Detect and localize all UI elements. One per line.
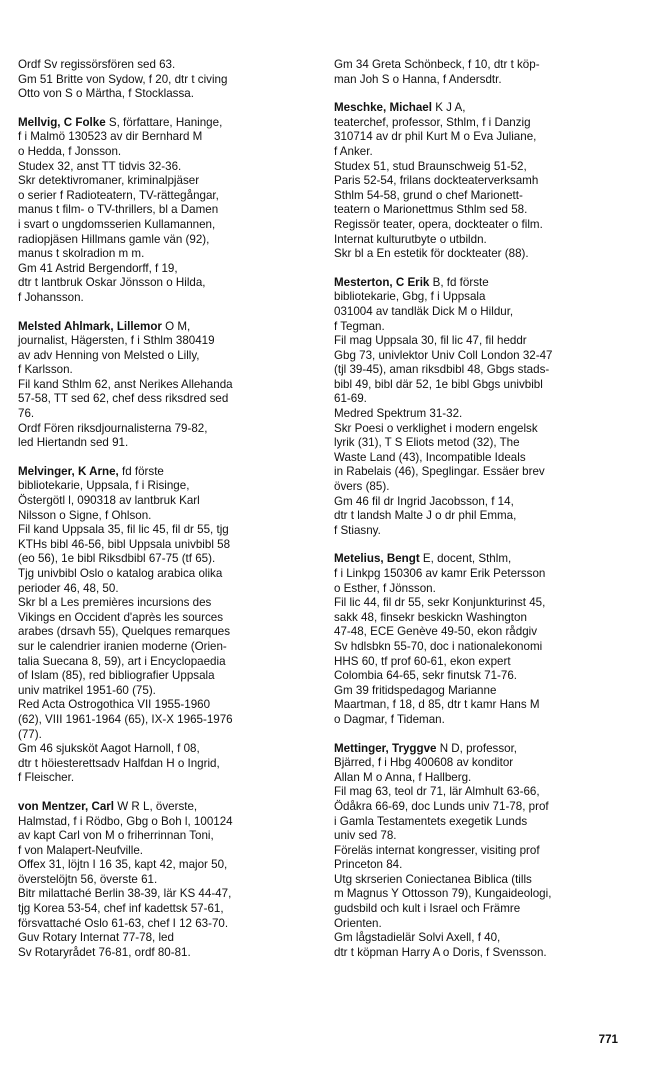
entry-text-line: manus t skolradion m m. bbox=[18, 247, 145, 261]
entry-text-line: Regissör teater, opera, dockteater o film. bbox=[334, 217, 543, 231]
entry-text-line: led Hiertandn sed 91. bbox=[18, 436, 129, 450]
entry-text-line: Sv Rotaryrådet 76-81, ordf 80-81. bbox=[18, 945, 191, 959]
entry-text-line: Internat kulturutbyte o utbildn. bbox=[334, 232, 487, 246]
entry-text-line: Sthlm 54-58, grund o chef Marionett- bbox=[334, 188, 523, 202]
entry-heading bbox=[334, 552, 634, 567]
entry-text-line: f Karlsson. bbox=[18, 363, 73, 377]
entry-text-line: Skr bl a En estetik för dockteater (88). bbox=[334, 247, 529, 261]
biography-entry bbox=[334, 552, 634, 727]
entry-text-line: Föreläs internat kongresser, visiting prof bbox=[334, 843, 540, 857]
entry-text-line: tjg Korea 53-54, chef inf kadettsk 57-61, bbox=[18, 902, 224, 916]
entry-text-line: Princeton 84. bbox=[334, 858, 403, 872]
entry-text-line: Colombia 64-65, sekr finutsk 71-76. bbox=[334, 669, 518, 683]
entry-text-line: Medred Spektrum 31-32. bbox=[334, 407, 463, 421]
entry-heading-rest: K J A, bbox=[431, 101, 466, 115]
entry-text-line: f von Malapert-Neufville. bbox=[18, 843, 144, 857]
entry-surname: Metelius, bbox=[334, 552, 384, 566]
entry-text-line: f i Malmö 130523 av dir Bernhard M bbox=[18, 130, 203, 144]
entry-text-line: sakk 48, finsekr beskickn Washington bbox=[334, 610, 527, 624]
entry-text-line: o Hedda, f Jonsson. bbox=[18, 144, 122, 158]
entry-heading-rest: O M, bbox=[161, 319, 191, 333]
entry-text-line: o Esther, f Jönsson. bbox=[334, 581, 436, 595]
entry-text-line: Paris 52-54, frilans dockteaterverksamh bbox=[334, 174, 539, 188]
entry-text-line: gudsbild och kult i Israel och Främre bbox=[334, 902, 521, 916]
entry-text-line: 61-69. bbox=[334, 392, 367, 406]
entry-surname: Mesterton, bbox=[334, 275, 393, 289]
entry-text-line: Gm 34 Greta Schönbeck, f 10, dtr t köp- bbox=[334, 58, 540, 71]
entry-text-line: 031004 av tandläk Dick M o Hildur, bbox=[334, 304, 514, 318]
entry-text-line: Sv hdlsbkn 55-70, doc i nationalekonomi bbox=[334, 639, 543, 653]
entry-text-line: dtr t lantbruk Oskar Jönsson o Hilda, bbox=[18, 276, 206, 290]
biography-entry bbox=[18, 320, 318, 451]
entry-text-line: Orienten. bbox=[334, 916, 382, 930]
entry-given-name: Tryggve bbox=[392, 741, 437, 755]
entry-text-line: bibliotekarie, Gbg, f i Uppsala bbox=[334, 290, 486, 304]
entry-heading bbox=[18, 116, 318, 131]
entry-text-line: Skr bl a Les premières incursions des bbox=[18, 596, 212, 610]
entry-surname: Mellvig, bbox=[18, 115, 61, 129]
entry-text-line: of Islam (85), red bibliografier Uppsala bbox=[18, 669, 215, 683]
entry-given-name: Michael bbox=[389, 101, 432, 115]
entry-heading-rest: W R L, överste, bbox=[114, 799, 198, 813]
entry-text-line: 47-48, ECE Genève 49-50, ekon rådgiv bbox=[334, 625, 538, 639]
entry-text-line: f Johansson. bbox=[18, 290, 84, 304]
entry-text-line: försvattaché Oslo 61-63, chef I 12 63-70. bbox=[18, 916, 229, 930]
entry-text-line: o Dagmar, f Tideman. bbox=[334, 712, 445, 726]
entry-text-line: Gm 51 Britte von Sydow, f 20, dtr t civing bbox=[18, 72, 228, 86]
entry-heading bbox=[334, 742, 634, 757]
biography-entry bbox=[334, 276, 634, 539]
entry-heading bbox=[18, 465, 318, 480]
entry-text-line: Gbg 73, univlektor Univ Coll London 32-47 bbox=[334, 348, 553, 362]
entry-given-name: Carl bbox=[91, 799, 115, 813]
entry-text-line: (tjl 39-45), aman riksdbibl 48, Gbgs stads- bbox=[334, 363, 550, 377]
entry-text-line: Fil lic 44, fil dr 55, sekr Konjunkturinst 45, bbox=[334, 596, 546, 610]
entry-text-line: teaterchef, professor, Sthlm, f i Danzig bbox=[334, 115, 531, 129]
entry-text-line: KTHs bibl 46-56, bibl Uppsala univbibl 58 bbox=[18, 537, 231, 551]
biography-entry bbox=[334, 58, 634, 87]
entry-text-line: Fil mag Uppsala 30, fil lic 47, fil heddr bbox=[334, 334, 527, 348]
entry-text-line: Ordf Sv regissörsfören sed 63. bbox=[18, 58, 176, 71]
page-number: 771 bbox=[598, 1033, 618, 1046]
entry-text-line: in Rabelais (46), Speglingar. Essäer brev bbox=[334, 465, 545, 479]
entry-heading bbox=[18, 320, 318, 335]
entry-text-line: överstelöjtn 56, överste 61. bbox=[18, 872, 158, 886]
entry-given-name: C Erik bbox=[395, 275, 430, 289]
entry-text-line: Bitr milattaché Berlin 38-39, lär KS 44-47, bbox=[18, 887, 232, 901]
entry-surname: Meschke, bbox=[334, 101, 387, 115]
entry-text-line: f i Linkpg 150306 av kamr Erik Petersson bbox=[334, 567, 546, 580]
entry-text-line: dtr t köpman Harry A o Doris, f Svensson. bbox=[334, 945, 547, 959]
entry-text-line: Gm 46 fil dr Ingrid Jacobsson, f 14, bbox=[334, 494, 514, 508]
entry-text-line: Otto von S o Märtha, f Stocklassa. bbox=[18, 87, 194, 101]
entry-surname: Melsted Ahlmark, bbox=[18, 319, 114, 333]
entry-text-line: Östergötl l, 090318 av lantbruk Karl bbox=[18, 494, 200, 508]
entry-text-line: (77). bbox=[18, 727, 42, 741]
entry-text-line: sur le calendrier iranien moderne (Orien- bbox=[18, 639, 227, 653]
entry-heading bbox=[334, 276, 634, 291]
entry-text-line: radiopjäsen Hillmans gamle vän (92), bbox=[18, 232, 210, 246]
entry-text-line: Waste Land (43), Incompatible Ideals bbox=[334, 450, 526, 464]
entry-text-line: Ordf Fören riksdjournalisterna 79-82, bbox=[18, 421, 208, 435]
entry-text-line: 76. bbox=[18, 407, 35, 421]
entry-text-line: lyrik (31), T S Eliots metod (32), The bbox=[334, 436, 520, 450]
entry-text-line: dtr t landsh Malte J o dr phil Emma, bbox=[334, 509, 517, 523]
entry-text-line: Ödåkra 66-69, doc Lunds univ 71-78, prof bbox=[334, 799, 549, 813]
entry-text-line: univ matrikel 1951-60 (75). bbox=[18, 683, 156, 697]
entry-text-line: Studex 32, anst TT tidvis 32-36. bbox=[18, 159, 182, 173]
entry-heading-rest: B, fd förste bbox=[429, 275, 489, 289]
entry-heading-rest: N D, professor, bbox=[436, 741, 518, 755]
entry-text-line: arabes (drsavh 55), Quelques remarques bbox=[18, 625, 231, 639]
entry-text-line: man Joh S o Hanna, f Andersdtr. bbox=[334, 72, 502, 86]
entry-surname: von Mentzer, bbox=[18, 799, 89, 813]
entry-text-line: journalist, Hägersten, f i Sthlm 380419 bbox=[18, 334, 215, 348]
entry-text-line: f Fleischer. bbox=[18, 771, 75, 785]
entry-text-line: i svart o ungdomsserien Kullamannen, bbox=[18, 217, 216, 231]
entry-text-line: i Gamla Testamentets exegetik Lunds bbox=[334, 814, 528, 828]
entry-surname: Mettinger, bbox=[334, 741, 389, 755]
entry-text-line: av kapt Carl von M o friherrinnan Toni, bbox=[18, 829, 214, 843]
biography-entry bbox=[334, 742, 634, 961]
entry-text-line: Gm 41 Astrid Bergendorff, f 19, bbox=[18, 261, 178, 275]
entry-heading-rest: fd förste bbox=[118, 464, 164, 478]
entry-heading bbox=[18, 800, 318, 815]
entry-text-line: Bjärred, f i Hbg 400608 av konditor bbox=[334, 756, 514, 770]
biography-entry bbox=[18, 58, 318, 102]
entry-text-line: m Magnus Y Ottosson 79), Kungaideologi, bbox=[334, 887, 552, 901]
entry-text-line: manus t film- o TV-thrillers, bl a Damen bbox=[18, 203, 219, 217]
entry-text-line: f Anker. bbox=[334, 144, 373, 158]
biography-entry bbox=[334, 101, 634, 262]
entry-text-line: Maartman, f 18, d 85, dtr t kamr Hans M bbox=[334, 698, 540, 712]
entry-text-line: Skr Poesi o verklighet i modern engelsk bbox=[334, 421, 538, 435]
biography-entry bbox=[18, 800, 318, 961]
entry-text-line: HHS 60, tf prof 60-61, ekon expert bbox=[334, 654, 511, 668]
entry-text-line: Gm lågstadielär Solvi Axell, f 40, bbox=[334, 931, 501, 945]
entry-text-line: Skr detektivromaner, kriminalpjäser bbox=[18, 174, 200, 188]
entry-text-line: (62), VIII 1961-1964 (65), IX-X 1965-1976 bbox=[18, 712, 233, 726]
biography-entry bbox=[18, 116, 318, 306]
entry-text-line: Red Acta Ostrogothica VII 1955-1960 bbox=[18, 698, 211, 712]
entry-heading-rest: S, författare, Haninge, bbox=[105, 115, 223, 129]
entry-text-line: Fil kand Sthlm 62, anst Nerikes Allehanda bbox=[18, 377, 233, 391]
entry-text-line: dtr t höiesterettsadv Halfdan H o Ingrid, bbox=[18, 756, 220, 770]
entry-text-line: f Tegman. bbox=[334, 319, 385, 333]
entry-surname: Melvinger, bbox=[18, 464, 75, 478]
entry-text-line: Gm 46 sjuksköt Aagot Harnoll, f 08, bbox=[18, 742, 200, 756]
entry-text-line: 57-58, TT sed 62, chef dess riksdred sed bbox=[18, 392, 229, 406]
entry-text-line: Nilsson o Signe, f Ohlson. bbox=[18, 508, 152, 522]
entry-text-line: talia Suecana 8, 59), art i Encyclopaedia bbox=[18, 654, 226, 668]
entry-text-line: perioder 46, 48, 50. bbox=[18, 581, 119, 595]
entry-text-line: Studex 51, stud Braunschweig 51-52, bbox=[334, 159, 527, 173]
entry-given-name: Lillemor bbox=[116, 319, 162, 333]
biography-entry bbox=[18, 465, 318, 786]
entry-text-line: Allan M o Anna, f Hallberg. bbox=[334, 770, 472, 784]
entry-text-line: Tjg univbibl Oslo o katalog arabica olika bbox=[18, 567, 223, 580]
entry-text-line: Guv Rotary Internat 77-78, led bbox=[18, 931, 174, 945]
entry-heading bbox=[334, 101, 634, 116]
entry-text-line: Vikings en Occident d'après les sources bbox=[18, 610, 223, 624]
entry-text-line: univ sed 78. bbox=[334, 829, 397, 843]
entry-text-line: 310714 av dr phil Kurt M o Eva Juliane, bbox=[334, 130, 537, 144]
entry-text-line: teatern o Marionettmus Sthlm sed 58. bbox=[334, 203, 528, 217]
entry-given-name: C Folke bbox=[63, 115, 106, 129]
entry-text-line: övers (85). bbox=[334, 480, 390, 494]
entry-given-name: K Arne, bbox=[77, 464, 119, 478]
entry-given-name: Bengt bbox=[386, 552, 420, 566]
entry-heading-rest: E, docent, Sthlm, bbox=[419, 552, 512, 566]
right-column bbox=[334, 58, 634, 974]
entry-text-line: (eo 56), 1e bibl Riksdbibl 67-75 (tf 65). bbox=[18, 552, 216, 566]
entry-text-line: av adv Henning von Melsted o Lilly, bbox=[18, 348, 200, 362]
entry-text-line: Offex 31, löjtn I 16 35, kapt 42, major 50, bbox=[18, 858, 228, 872]
entry-text-line: Halmstad, f i Rödbo, Gbg o Boh l, 100124 bbox=[18, 814, 233, 828]
entry-text-line: Fil kand Uppsala 35, fil lic 45, fil dr 55, tjg bbox=[18, 523, 229, 537]
entry-text-line: Gm 39 fritidspedagog Marianne bbox=[334, 683, 497, 697]
left-column bbox=[18, 58, 318, 974]
entry-text-line: Fil mag 63, teol dr 71, lär Almhult 63-66, bbox=[334, 785, 540, 799]
entry-text-line: Utg skrserien Coniectanea Biblica (tills bbox=[334, 872, 532, 886]
entry-text-line: bibliotekarie, Uppsala, f i Risinge, bbox=[18, 479, 190, 493]
entry-text-line: o serier f Radioteatern, TV-rättegångar, bbox=[18, 188, 219, 202]
entry-text-line: bibl 49, bibl där 52, 1e bibl Gbgs univbibl bbox=[334, 377, 543, 391]
entry-text-line: f Stiasny. bbox=[334, 523, 381, 537]
